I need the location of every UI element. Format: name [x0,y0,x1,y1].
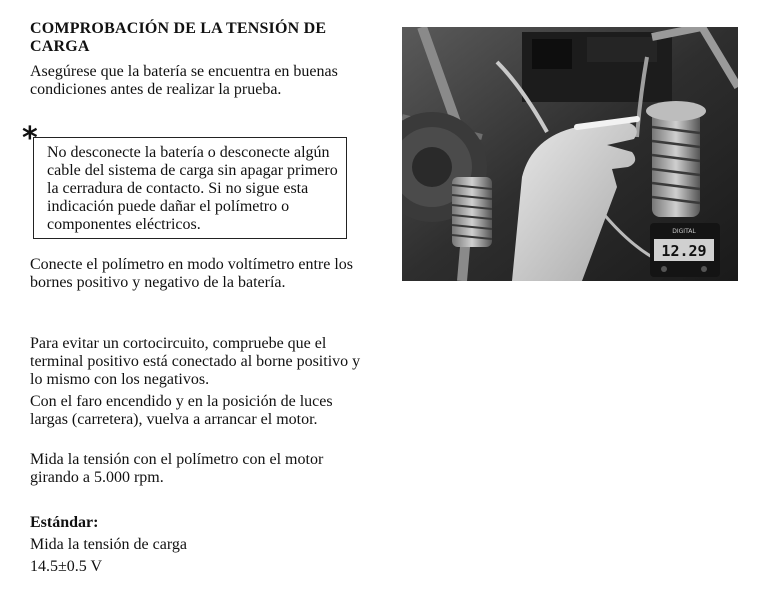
intro-paragraph: Asegúrese que la batería se encuentra en buenas condiciones antes de realizar la prueba. [30,63,338,98]
warning-asterisk-icon: * [22,121,38,156]
battery-test-photo-illustration [402,27,738,281]
warning-text: No desconecte la batería o desconecte algún cable del sistema de carga sin apagar primero la cerradura de contacto. Si no sigue esta indicación puede dañar el polímetro o componentes eléctricos. [47,144,338,233]
meter-brand-label: DIGITAL [672,228,696,235]
standard-label: Estándar: [30,514,99,531]
step-headlight-on: Con el faro encendido y en la posición de luces largas (carretera), vuelva a arrancar el motor. [30,393,333,428]
meter-reading: 12.29 [661,242,707,260]
step-connect-meter: Conecte el polímetro en modo voltímetro entre los bornes positivo y negativo de la batería. [30,256,354,291]
standard-value: 14.5±0.5 V [30,558,103,575]
step-avoid-short-circuit: Para evitar un cortocircuito, compruebe que el terminal positivo está conectado al borne positivo y lo mismo con los negativos. [30,335,361,388]
battery-test-photo [402,27,738,281]
page-title: COMPROBACIÓN DE LA TENSIÓN DE CARGA [30,20,327,55]
warning-box [33,137,347,239]
standard-description: Mida la tensión de carga [30,536,187,553]
step-measure-voltage: Mida la tensión con el polímetro con el motor girando a 5.000 rpm. [30,451,324,486]
